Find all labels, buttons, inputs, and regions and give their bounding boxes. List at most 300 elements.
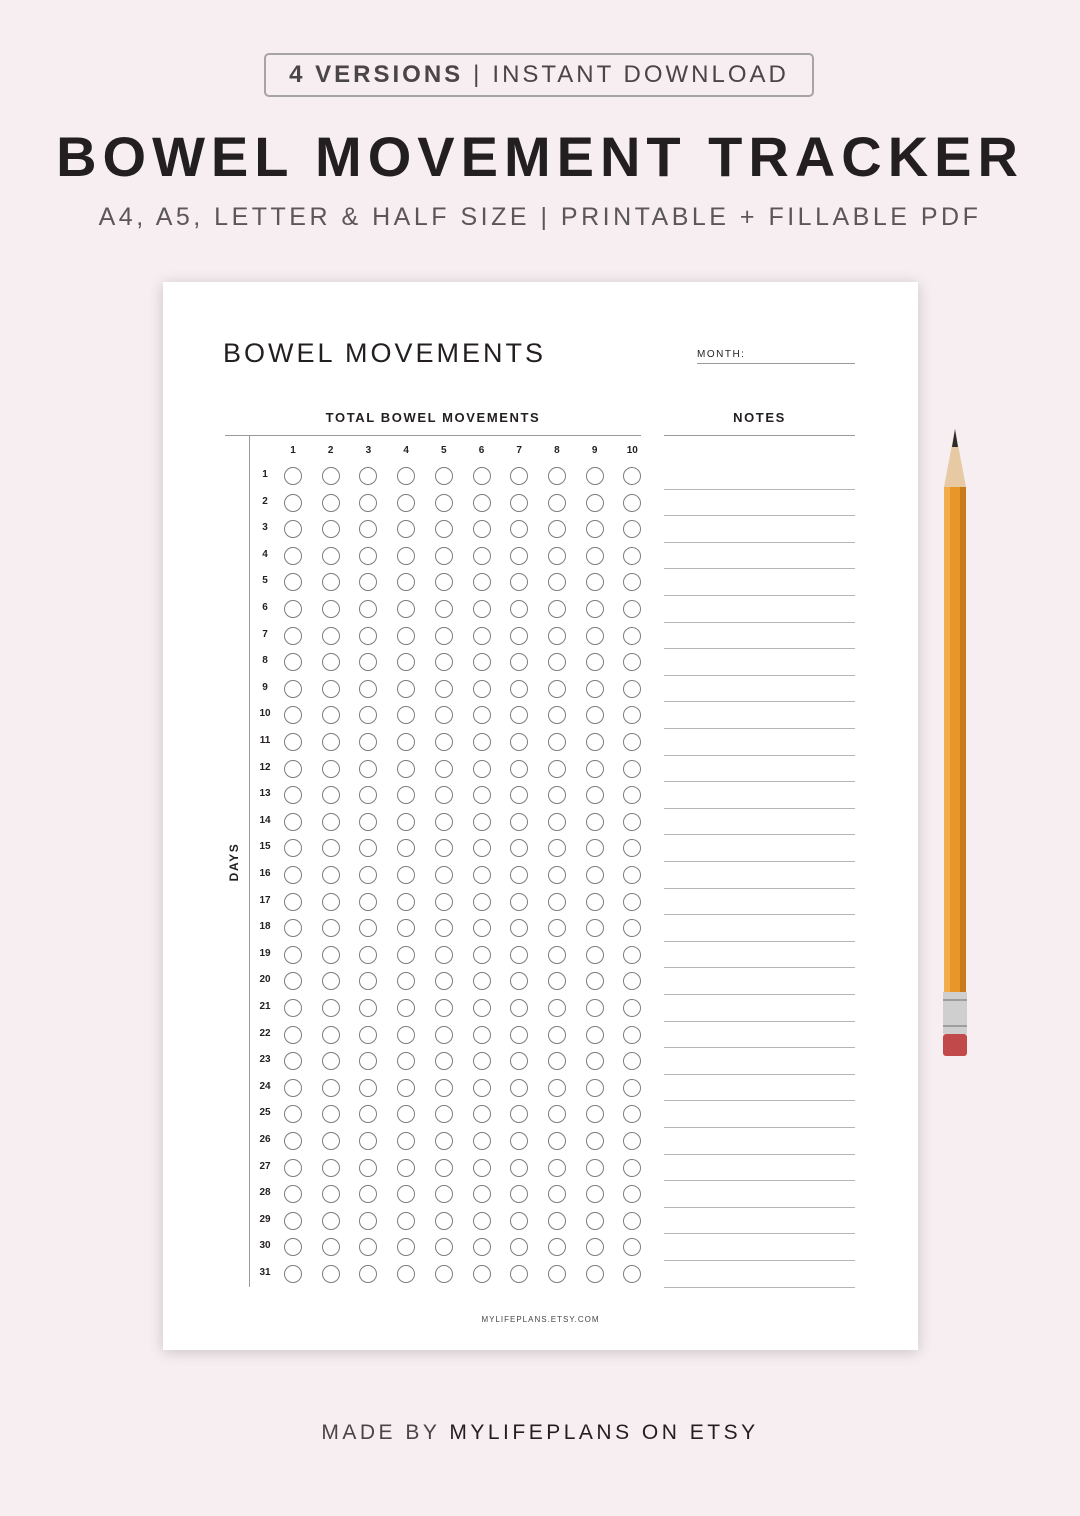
note-line[interactable] [664, 1287, 855, 1288]
movement-checkbox[interactable] [435, 1159, 453, 1177]
movement-checkbox[interactable] [322, 1026, 340, 1044]
movement-checkbox[interactable] [510, 600, 528, 618]
movement-checkbox[interactable] [623, 893, 641, 911]
movement-checkbox[interactable] [359, 1105, 377, 1123]
movement-checkbox[interactable] [322, 653, 340, 671]
movement-checkbox[interactable] [548, 494, 566, 512]
movement-checkbox[interactable] [586, 1212, 604, 1230]
movement-checkbox[interactable] [473, 547, 491, 565]
movement-checkbox[interactable] [359, 760, 377, 778]
note-line[interactable] [664, 1180, 855, 1181]
movement-checkbox[interactable] [435, 1212, 453, 1230]
movement-checkbox[interactable] [359, 999, 377, 1017]
movement-checkbox[interactable] [359, 839, 377, 857]
movement-checkbox[interactable] [284, 893, 302, 911]
movement-checkbox[interactable] [397, 653, 415, 671]
movement-checkbox[interactable] [623, 600, 641, 618]
movement-checkbox[interactable] [510, 520, 528, 538]
movement-checkbox[interactable] [359, 600, 377, 618]
movement-checkbox[interactable] [435, 999, 453, 1017]
movement-checkbox[interactable] [435, 1052, 453, 1070]
movement-checkbox[interactable] [359, 1079, 377, 1097]
movement-checkbox[interactable] [284, 999, 302, 1017]
movement-checkbox[interactable] [510, 1079, 528, 1097]
movement-checkbox[interactable] [397, 547, 415, 565]
movement-checkbox[interactable] [548, 627, 566, 645]
movement-checkbox[interactable] [435, 547, 453, 565]
movement-checkbox[interactable] [284, 1159, 302, 1177]
note-line[interactable] [664, 755, 855, 756]
movement-checkbox[interactable] [397, 1052, 415, 1070]
movement-checkbox[interactable] [548, 786, 566, 804]
movement-checkbox[interactable] [510, 1265, 528, 1283]
movement-checkbox[interactable] [623, 573, 641, 591]
movement-checkbox[interactable] [623, 786, 641, 804]
movement-checkbox[interactable] [435, 919, 453, 937]
movement-checkbox[interactable] [548, 972, 566, 990]
movement-checkbox[interactable] [284, 1265, 302, 1283]
movement-checkbox[interactable] [359, 866, 377, 884]
movement-checkbox[interactable] [548, 680, 566, 698]
movement-checkbox[interactable] [510, 866, 528, 884]
movement-checkbox[interactable] [435, 760, 453, 778]
note-line[interactable] [664, 568, 855, 569]
movement-checkbox[interactable] [435, 520, 453, 538]
movement-checkbox[interactable] [473, 839, 491, 857]
movement-checkbox[interactable] [623, 1265, 641, 1283]
movement-checkbox[interactable] [623, 733, 641, 751]
movement-checkbox[interactable] [623, 972, 641, 990]
movement-checkbox[interactable] [359, 680, 377, 698]
movement-checkbox[interactable] [548, 573, 566, 591]
movement-checkbox[interactable] [397, 573, 415, 591]
movement-checkbox[interactable] [473, 760, 491, 778]
movement-checkbox[interactable] [284, 919, 302, 937]
movement-checkbox[interactable] [322, 467, 340, 485]
note-line[interactable] [664, 888, 855, 889]
note-line[interactable] [664, 861, 855, 862]
movement-checkbox[interactable] [359, 1132, 377, 1150]
movement-checkbox[interactable] [586, 1079, 604, 1097]
note-line[interactable] [664, 542, 855, 543]
movement-checkbox[interactable] [623, 946, 641, 964]
movement-checkbox[interactable] [548, 467, 566, 485]
movement-checkbox[interactable] [284, 467, 302, 485]
movement-checkbox[interactable] [359, 653, 377, 671]
movement-checkbox[interactable] [284, 520, 302, 538]
movement-checkbox[interactable] [473, 573, 491, 591]
movement-checkbox[interactable] [435, 680, 453, 698]
movement-checkbox[interactable] [284, 600, 302, 618]
movement-checkbox[interactable] [359, 1185, 377, 1203]
movement-checkbox[interactable] [397, 706, 415, 724]
movement-checkbox[interactable] [586, 706, 604, 724]
note-line[interactable] [664, 834, 855, 835]
movement-checkbox[interactable] [473, 680, 491, 698]
note-line[interactable] [664, 648, 855, 649]
movement-checkbox[interactable] [397, 1212, 415, 1230]
movement-checkbox[interactable] [435, 946, 453, 964]
movement-checkbox[interactable] [359, 547, 377, 565]
movement-checkbox[interactable] [397, 999, 415, 1017]
movement-checkbox[interactable] [359, 919, 377, 937]
movement-checkbox[interactable] [623, 1185, 641, 1203]
movement-checkbox[interactable] [586, 1159, 604, 1177]
movement-checkbox[interactable] [510, 1026, 528, 1044]
note-line[interactable] [664, 622, 855, 623]
movement-checkbox[interactable] [623, 919, 641, 937]
movement-checkbox[interactable] [473, 1159, 491, 1177]
movement-checkbox[interactable] [435, 1265, 453, 1283]
movement-checkbox[interactable] [284, 706, 302, 724]
note-line[interactable] [664, 1127, 855, 1128]
movement-checkbox[interactable] [284, 680, 302, 698]
movement-checkbox[interactable] [623, 467, 641, 485]
movement-checkbox[interactable] [586, 467, 604, 485]
note-line[interactable] [664, 808, 855, 809]
movement-checkbox[interactable] [322, 919, 340, 937]
movement-checkbox[interactable] [397, 467, 415, 485]
month-field[interactable]: MONTH: [697, 349, 855, 364]
movement-checkbox[interactable] [359, 494, 377, 512]
movement-checkbox[interactable] [586, 1132, 604, 1150]
movement-checkbox[interactable] [284, 494, 302, 512]
movement-checkbox[interactable] [586, 786, 604, 804]
movement-checkbox[interactable] [359, 813, 377, 831]
movement-checkbox[interactable] [586, 547, 604, 565]
movement-checkbox[interactable] [586, 627, 604, 645]
movement-checkbox[interactable] [397, 760, 415, 778]
movement-checkbox[interactable] [397, 1185, 415, 1203]
movement-checkbox[interactable] [623, 760, 641, 778]
movement-checkbox[interactable] [322, 999, 340, 1017]
movement-checkbox[interactable] [473, 946, 491, 964]
note-line[interactable] [664, 701, 855, 702]
movement-checkbox[interactable] [548, 1238, 566, 1256]
movement-checkbox[interactable] [623, 1238, 641, 1256]
movement-checkbox[interactable] [623, 627, 641, 645]
movement-checkbox[interactable] [435, 733, 453, 751]
movement-checkbox[interactable] [473, 866, 491, 884]
movement-checkbox[interactable] [586, 760, 604, 778]
movement-checkbox[interactable] [397, 733, 415, 751]
movement-checkbox[interactable] [548, 946, 566, 964]
movement-checkbox[interactable] [586, 919, 604, 937]
movement-checkbox[interactable] [548, 600, 566, 618]
movement-checkbox[interactable] [548, 653, 566, 671]
movement-checkbox[interactable] [510, 999, 528, 1017]
movement-checkbox[interactable] [510, 653, 528, 671]
movement-checkbox[interactable] [284, 627, 302, 645]
movement-checkbox[interactable] [623, 866, 641, 884]
movement-checkbox[interactable] [510, 547, 528, 565]
movement-checkbox[interactable] [510, 972, 528, 990]
movement-checkbox[interactable] [623, 839, 641, 857]
movement-checkbox[interactable] [548, 1026, 566, 1044]
movement-checkbox[interactable] [397, 946, 415, 964]
movement-checkbox[interactable] [548, 1132, 566, 1150]
movement-checkbox[interactable] [586, 573, 604, 591]
movement-checkbox[interactable] [322, 1079, 340, 1097]
movement-checkbox[interactable] [322, 1052, 340, 1070]
movement-checkbox[interactable] [322, 1132, 340, 1150]
movement-checkbox[interactable] [435, 627, 453, 645]
movement-checkbox[interactable] [548, 1265, 566, 1283]
movement-checkbox[interactable] [548, 733, 566, 751]
movement-checkbox[interactable] [397, 919, 415, 937]
movement-checkbox[interactable] [435, 813, 453, 831]
movement-checkbox[interactable] [548, 866, 566, 884]
movement-checkbox[interactable] [623, 1105, 641, 1123]
movement-checkbox[interactable] [473, 1026, 491, 1044]
movement-checkbox[interactable] [473, 893, 491, 911]
movement-checkbox[interactable] [473, 733, 491, 751]
movement-checkbox[interactable] [548, 1105, 566, 1123]
movement-checkbox[interactable] [586, 893, 604, 911]
movement-checkbox[interactable] [322, 893, 340, 911]
movement-checkbox[interactable] [397, 1079, 415, 1097]
movement-checkbox[interactable] [623, 1079, 641, 1097]
movement-checkbox[interactable] [510, 733, 528, 751]
note-line[interactable] [664, 1154, 855, 1155]
movement-checkbox[interactable] [586, 839, 604, 857]
movement-checkbox[interactable] [510, 1132, 528, 1150]
movement-checkbox[interactable] [586, 1265, 604, 1283]
movement-checkbox[interactable] [359, 1159, 377, 1177]
movement-checkbox[interactable] [473, 1079, 491, 1097]
movement-checkbox[interactable] [473, 786, 491, 804]
note-line[interactable] [664, 728, 855, 729]
movement-checkbox[interactable] [586, 1052, 604, 1070]
movement-checkbox[interactable] [322, 627, 340, 645]
movement-checkbox[interactable] [397, 680, 415, 698]
movement-checkbox[interactable] [510, 467, 528, 485]
movement-checkbox[interactable] [322, 786, 340, 804]
movement-checkbox[interactable] [435, 786, 453, 804]
movement-checkbox[interactable] [359, 1265, 377, 1283]
movement-checkbox[interactable] [397, 893, 415, 911]
movement-checkbox[interactable] [473, 813, 491, 831]
movement-checkbox[interactable] [473, 467, 491, 485]
note-line[interactable] [664, 781, 855, 782]
movement-checkbox[interactable] [435, 494, 453, 512]
movement-checkbox[interactable] [359, 786, 377, 804]
movement-checkbox[interactable] [435, 653, 453, 671]
movement-checkbox[interactable] [623, 706, 641, 724]
movement-checkbox[interactable] [322, 839, 340, 857]
movement-checkbox[interactable] [473, 653, 491, 671]
movement-checkbox[interactable] [586, 1185, 604, 1203]
movement-checkbox[interactable] [435, 893, 453, 911]
movement-checkbox[interactable] [359, 946, 377, 964]
note-line[interactable] [664, 1047, 855, 1048]
movement-checkbox[interactable] [397, 627, 415, 645]
movement-checkbox[interactable] [397, 1105, 415, 1123]
movement-checkbox[interactable] [322, 733, 340, 751]
movement-checkbox[interactable] [322, 706, 340, 724]
movement-checkbox[interactable] [623, 520, 641, 538]
movement-checkbox[interactable] [548, 760, 566, 778]
movement-checkbox[interactable] [586, 1105, 604, 1123]
movement-checkbox[interactable] [284, 1185, 302, 1203]
note-line[interactable] [664, 515, 855, 516]
movement-checkbox[interactable] [473, 972, 491, 990]
movement-checkbox[interactable] [548, 813, 566, 831]
movement-checkbox[interactable] [397, 839, 415, 857]
movement-checkbox[interactable] [322, 866, 340, 884]
movement-checkbox[interactable] [322, 813, 340, 831]
movement-checkbox[interactable] [473, 1212, 491, 1230]
movement-checkbox[interactable] [397, 813, 415, 831]
movement-checkbox[interactable] [322, 1238, 340, 1256]
movement-checkbox[interactable] [322, 1159, 340, 1177]
movement-checkbox[interactable] [548, 1159, 566, 1177]
note-line[interactable] [664, 967, 855, 968]
movement-checkbox[interactable] [586, 999, 604, 1017]
movement-checkbox[interactable] [359, 520, 377, 538]
movement-checkbox[interactable] [284, 1105, 302, 1123]
movement-checkbox[interactable] [548, 999, 566, 1017]
movement-checkbox[interactable] [510, 680, 528, 698]
movement-checkbox[interactable] [586, 733, 604, 751]
movement-checkbox[interactable] [623, 1212, 641, 1230]
movement-checkbox[interactable] [623, 680, 641, 698]
movement-checkbox[interactable] [284, 1052, 302, 1070]
note-line[interactable] [664, 994, 855, 995]
note-line[interactable] [664, 914, 855, 915]
movement-checkbox[interactable] [397, 1238, 415, 1256]
movement-checkbox[interactable] [435, 1079, 453, 1097]
movement-checkbox[interactable] [359, 467, 377, 485]
movement-checkbox[interactable] [397, 494, 415, 512]
movement-checkbox[interactable] [623, 999, 641, 1017]
note-line[interactable] [664, 489, 855, 490]
movement-checkbox[interactable] [510, 494, 528, 512]
movement-checkbox[interactable] [548, 919, 566, 937]
movement-checkbox[interactable] [284, 946, 302, 964]
movement-checkbox[interactable] [397, 1159, 415, 1177]
movement-checkbox[interactable] [359, 573, 377, 591]
movement-checkbox[interactable] [397, 972, 415, 990]
movement-checkbox[interactable] [548, 520, 566, 538]
movement-checkbox[interactable] [623, 494, 641, 512]
movement-checkbox[interactable] [586, 972, 604, 990]
movement-checkbox[interactable] [510, 839, 528, 857]
movement-checkbox[interactable] [473, 600, 491, 618]
movement-checkbox[interactable] [586, 680, 604, 698]
movement-checkbox[interactable] [473, 1132, 491, 1150]
movement-checkbox[interactable] [586, 520, 604, 538]
movement-checkbox[interactable] [284, 813, 302, 831]
movement-checkbox[interactable] [473, 706, 491, 724]
movement-checkbox[interactable] [510, 706, 528, 724]
movement-checkbox[interactable] [473, 1238, 491, 1256]
movement-checkbox[interactable] [397, 1265, 415, 1283]
movement-checkbox[interactable] [586, 813, 604, 831]
movement-checkbox[interactable] [586, 1238, 604, 1256]
note-line[interactable] [664, 1260, 855, 1261]
movement-checkbox[interactable] [623, 813, 641, 831]
movement-checkbox[interactable] [548, 547, 566, 565]
movement-checkbox[interactable] [397, 866, 415, 884]
movement-checkbox[interactable] [586, 1026, 604, 1044]
movement-checkbox[interactable] [284, 972, 302, 990]
movement-checkbox[interactable] [473, 1105, 491, 1123]
note-line[interactable] [664, 1233, 855, 1234]
movement-checkbox[interactable] [473, 494, 491, 512]
movement-checkbox[interactable] [510, 1212, 528, 1230]
movement-checkbox[interactable] [397, 520, 415, 538]
movement-checkbox[interactable] [435, 1026, 453, 1044]
movement-checkbox[interactable] [548, 1052, 566, 1070]
note-line[interactable] [664, 1074, 855, 1075]
movement-checkbox[interactable] [510, 919, 528, 937]
movement-checkbox[interactable] [284, 839, 302, 857]
movement-checkbox[interactable] [510, 1105, 528, 1123]
movement-checkbox[interactable] [322, 680, 340, 698]
movement-checkbox[interactable] [586, 600, 604, 618]
movement-checkbox[interactable] [435, 1238, 453, 1256]
movement-checkbox[interactable] [623, 1026, 641, 1044]
movement-checkbox[interactable] [435, 1185, 453, 1203]
movement-checkbox[interactable] [397, 786, 415, 804]
movement-checkbox[interactable] [548, 893, 566, 911]
movement-checkbox[interactable] [359, 893, 377, 911]
movement-checkbox[interactable] [435, 1105, 453, 1123]
movement-checkbox[interactable] [284, 653, 302, 671]
movement-checkbox[interactable] [322, 760, 340, 778]
movement-checkbox[interactable] [359, 1052, 377, 1070]
movement-checkbox[interactable] [510, 627, 528, 645]
movement-checkbox[interactable] [473, 919, 491, 937]
movement-checkbox[interactable] [435, 467, 453, 485]
note-line[interactable] [664, 595, 855, 596]
movement-checkbox[interactable] [435, 972, 453, 990]
movement-checkbox[interactable] [623, 1132, 641, 1150]
movement-checkbox[interactable] [359, 627, 377, 645]
movement-checkbox[interactable] [473, 520, 491, 538]
movement-checkbox[interactable] [359, 1212, 377, 1230]
movement-checkbox[interactable] [510, 1238, 528, 1256]
movement-checkbox[interactable] [397, 600, 415, 618]
movement-checkbox[interactable] [586, 946, 604, 964]
movement-checkbox[interactable] [397, 1026, 415, 1044]
movement-checkbox[interactable] [435, 573, 453, 591]
movement-checkbox[interactable] [284, 1132, 302, 1150]
movement-checkbox[interactable] [623, 547, 641, 565]
movement-checkbox[interactable] [586, 494, 604, 512]
movement-checkbox[interactable] [510, 893, 528, 911]
movement-checkbox[interactable] [284, 547, 302, 565]
movement-checkbox[interactable] [284, 1238, 302, 1256]
movement-checkbox[interactable] [322, 520, 340, 538]
movement-checkbox[interactable] [510, 786, 528, 804]
movement-checkbox[interactable] [510, 1052, 528, 1070]
note-line[interactable] [664, 1021, 855, 1022]
movement-checkbox[interactable] [586, 866, 604, 884]
movement-checkbox[interactable] [322, 1212, 340, 1230]
movement-checkbox[interactable] [510, 946, 528, 964]
movement-checkbox[interactable] [322, 972, 340, 990]
movement-checkbox[interactable] [322, 573, 340, 591]
movement-checkbox[interactable] [284, 786, 302, 804]
movement-checkbox[interactable] [473, 1185, 491, 1203]
movement-checkbox[interactable] [435, 839, 453, 857]
movement-checkbox[interactable] [510, 1159, 528, 1177]
movement-checkbox[interactable] [623, 653, 641, 671]
movement-checkbox[interactable] [284, 866, 302, 884]
movement-checkbox[interactable] [359, 706, 377, 724]
